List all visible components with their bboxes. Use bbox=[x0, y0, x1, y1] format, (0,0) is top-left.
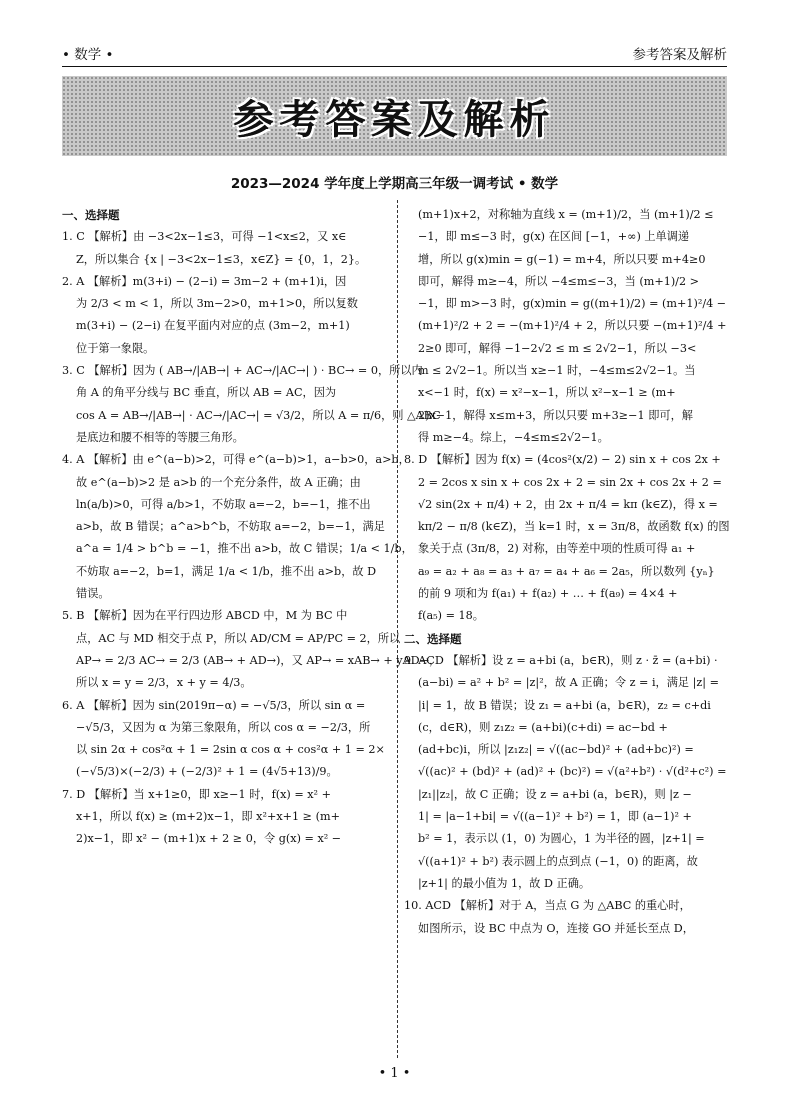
text-line: kπ/2 − π/8 (k∈Z)，当 k=1 时，x = 3π/8，故函数 f(x) 的图 bbox=[418, 520, 730, 534]
text-line: 得 m≥−4。综上，−4≤m≤2√2−1。 bbox=[418, 430, 609, 444]
text-line: √2 sin(2x + π/4) + 2，由 2x + π/4 = kπ (k∈Z)，得 x = bbox=[418, 497, 718, 511]
text-line: (m+1)²/2 + 2 = −(m+1)²/4 + 2，所以只要 −(m+1)²/4 + bbox=[418, 319, 727, 333]
text-line: |z+1| 的最小值为 1，故 D 正确。 bbox=[418, 876, 591, 890]
text-line: −1，即 m≤−3 时，g(x) 在区间 [−1，+∞) 上单调递 bbox=[418, 230, 690, 244]
text-line: (−√5/3)×(−2/3) + (−2/3)² + 1 = (4√5+13)/9。 bbox=[76, 765, 338, 779]
text-line: m ≤ 2√2−1。所以当 x≥−1 时，−4≤m≤2√2−1。当 bbox=[418, 364, 696, 378]
banner-title: 参考答案及解析 bbox=[233, 96, 556, 143]
text-line: 2)x−1，即 x² − (m+1)x + 2 ≥ 0，令 g(x) = x² − bbox=[76, 832, 342, 846]
text-line: 增，所以 g(x)min = g(−1) = m+4，所以只要 m+4≥0 bbox=[418, 252, 706, 266]
text-line: b² = 1，表示以 (1，0) 为圆心，1 为半径的圆，|z+1| = bbox=[418, 832, 705, 846]
text-line: 8. D 【解析】因为 f(x) = (4cos²(x/2) − 2) sin x + cos 2x + bbox=[404, 453, 721, 467]
text-line: a^a = 1/4 > b^b = −1，推不出 a>b，故 C 错误；1/a < 1/b， bbox=[76, 542, 413, 556]
text-line: 4. A 【解析】由 e^(a−b)>2，可得 e^(a−b)>1，a−b>0，a>b， bbox=[62, 453, 410, 467]
text-line: 2 = 2cos x sin x + cos 2x + 2 = sin 2x + cos 2x + 2 = bbox=[418, 475, 722, 489]
text-line: (a−bi) = a² + b² = |z|²，故 A 正确；令 z = i，满足 |z| = bbox=[418, 676, 720, 690]
text-line: 为 2/3 < m < 1，所以 3m−2>0，m+1>0，所以复数 bbox=[76, 297, 358, 311]
text-line: (ad+bc)i，所以 |z₁z₂| = √((ac−bd)² + (ad+bc)²) = bbox=[418, 743, 694, 757]
text-line: 象关于点 (3π/8，2) 对称，由等差中项的性质可得 a₁ + bbox=[418, 542, 696, 556]
text-line: 如图所示，设 BC 中点为 O，连接 GO 并延长至点 D， bbox=[418, 921, 694, 935]
text-line: −√5/3，又因为 α 为第三象限角，所以 cos α = −2/3，所 bbox=[76, 720, 371, 734]
text-line: 所以 x = y = 2/3，x + y = 4/3。 bbox=[76, 676, 252, 690]
text-line: 是底边和腰不相等的等腰三角形。 bbox=[76, 430, 244, 444]
text-line: 点，AC 与 MD 相交于点 P，所以 AD/CM = AP/PC = 2，所以 bbox=[76, 631, 401, 645]
text-line: 错误。 bbox=[76, 587, 110, 601]
text-line: (c，d∈R)，则 z₁z₂ = (a+bi)(c+di) = ac−bd + bbox=[418, 720, 668, 734]
text-line: −1，即 m>−3 时，g(x)min = g((m+1)/2) = (m+1)²/4 − bbox=[418, 297, 727, 311]
text-line: 位于第一象限。 bbox=[76, 341, 155, 355]
text-line: 以 sin 2α + cos²α + 1 = 2sin α cos α + cos²α + 1 = 2× bbox=[76, 743, 385, 757]
section-heading: 二、选择题 bbox=[404, 631, 462, 646]
text-line: 3. C 【解析】因为 ( AB→/|AB→| + AC→/|AC→| ) · BC→ = 0，所以内 bbox=[62, 364, 423, 378]
header-section-title: 参考答案及解析 bbox=[632, 47, 727, 63]
text-line: x<−1 时，f(x) = x²−x−1，所以 x²−x−1 ≥ (m+ bbox=[418, 386, 676, 400]
text-line: Z，所以集合 {x | −3<2x−1≤3，x∈Z} = {0，1，2}。 bbox=[76, 252, 367, 266]
text-line: 2. A 【解析】m(3+i) − (2−i) = 3m−2 + (m+1)i，因 bbox=[62, 274, 347, 288]
text-line: a₉ = a₂ + a₈ = a₃ + a₇ = a₄ + a₆ = 2a₅，所以数列 {yₙ} bbox=[418, 564, 715, 578]
text-line: ln(a/b)>0，可得 a/b>1，不妨取 a=−2，b=−1，推不出 bbox=[76, 497, 371, 511]
text-line: 即可，解得 m≥−4，所以 −4≤m≤−3，当 (m+1)/2 > bbox=[418, 274, 700, 288]
text-line: |z₁||z₂|，故 C 正确；设 z = a+bi (a，b∈R)，则 |z − bbox=[418, 787, 692, 801]
text-line: f(a₅) = 18。 bbox=[418, 609, 484, 623]
section-heading: 一、选择题 bbox=[62, 208, 120, 222]
header-subject: • 数学 • bbox=[62, 47, 114, 63]
title-banner bbox=[62, 76, 727, 156]
text-line: 故 e^(a−b)>2 是 a>b 的一个充分条件，故 A 正确；由 bbox=[76, 475, 361, 489]
text-line: (m+1)x+2，对称轴为直线 x = (m+1)/2，当 (m+1)/2 ≤ bbox=[418, 208, 714, 221]
text-line: m(3+i) − (2−i) 在复平面内对应的点 (3m−2，m+1) bbox=[76, 319, 350, 333]
text-line: x+1，所以 f(x) ≥ (m+2)x−1，即 x²+x+1 ≥ (m+ bbox=[76, 810, 340, 824]
text-line: a>b，故 B 错误；a^a>b^b，不妨取 a=−2，b=−1，满足 bbox=[76, 520, 385, 534]
text-line: 角 A 的角平分线与 BC 垂直，所以 AB = AC，因为 bbox=[76, 386, 337, 400]
text-line: √((ac)² + (bd)² + (ad)² + (bc)²) = √(a²+b²) · √(d²+c²) = bbox=[418, 765, 727, 779]
text-line: 7. D 【解析】当 x+1≥0，即 x≥−1 时，f(x) = x² + bbox=[62, 787, 331, 801]
text-line: 5. B 【解析】因为在平行四边形 ABCD 中，M 为 BC 中 bbox=[62, 609, 348, 623]
page-number: • 1 • bbox=[378, 1066, 411, 1081]
text-line: 的前 9 项和为 f(a₁) + f(a₂) + … + f(a₉) = 4×4 + bbox=[418, 587, 678, 601]
text-line: cos A = AB→/|AB→| · AC→/|AC→| = √3/2，所以 A = π/6，则 △ABC bbox=[76, 408, 441, 422]
right-column bbox=[404, 204, 730, 940]
text-line: AP→ = 2/3 AC→ = 2/3 (AB→ + AD→)，又 AP→ = xAB→ + yAD→， bbox=[76, 653, 441, 667]
text-line: 不妨取 a=−2，b=1，满足 1/a < 1/b，推不出 a>b，故 D bbox=[76, 564, 377, 578]
text-line: √((a+1)² + b²) 表示圆上的点到点 (−1，0) 的距离，故 bbox=[418, 854, 698, 868]
exam-subtitle: 2023—2024 学年度上学期高三年级一调考试 • 数学 bbox=[230, 176, 559, 192]
text-line: 9. ACD 【解析】设 z = a+bi (a，b∈R)，则 z · z̄ = (a+bi) · bbox=[404, 653, 718, 667]
text-line: 6. A 【解析】因为 sin(2019π−α) = −√5/3，所以 sin α = bbox=[62, 698, 366, 712]
text-line: 1. C 【解析】由 −3<2x−1≤3，可得 −1<x≤2，又 x∈ bbox=[62, 230, 347, 244]
text-line: 10. ACD 【解析】对于 A，当点 G 为 △ABC 的重心时， bbox=[404, 899, 691, 913]
page-header bbox=[62, 44, 727, 67]
text-line: 1| = |a−1+bi| = √((a−1)² + b²) = 1，即 (a−1)² + bbox=[418, 810, 692, 824]
text-line: |i| = 1，故 B 错误；设 z₁ = a+bi (a，b∈R)，z₂ = c+di bbox=[418, 698, 711, 712]
text-line: 2≥0 即可，解得 −1−2√2 ≤ m ≤ 2√2−1，所以 −3< bbox=[418, 341, 697, 355]
text-line: 2)x−1，解得 x≤m+3，所以只要 m+3≥−1 即可，解 bbox=[418, 408, 693, 422]
